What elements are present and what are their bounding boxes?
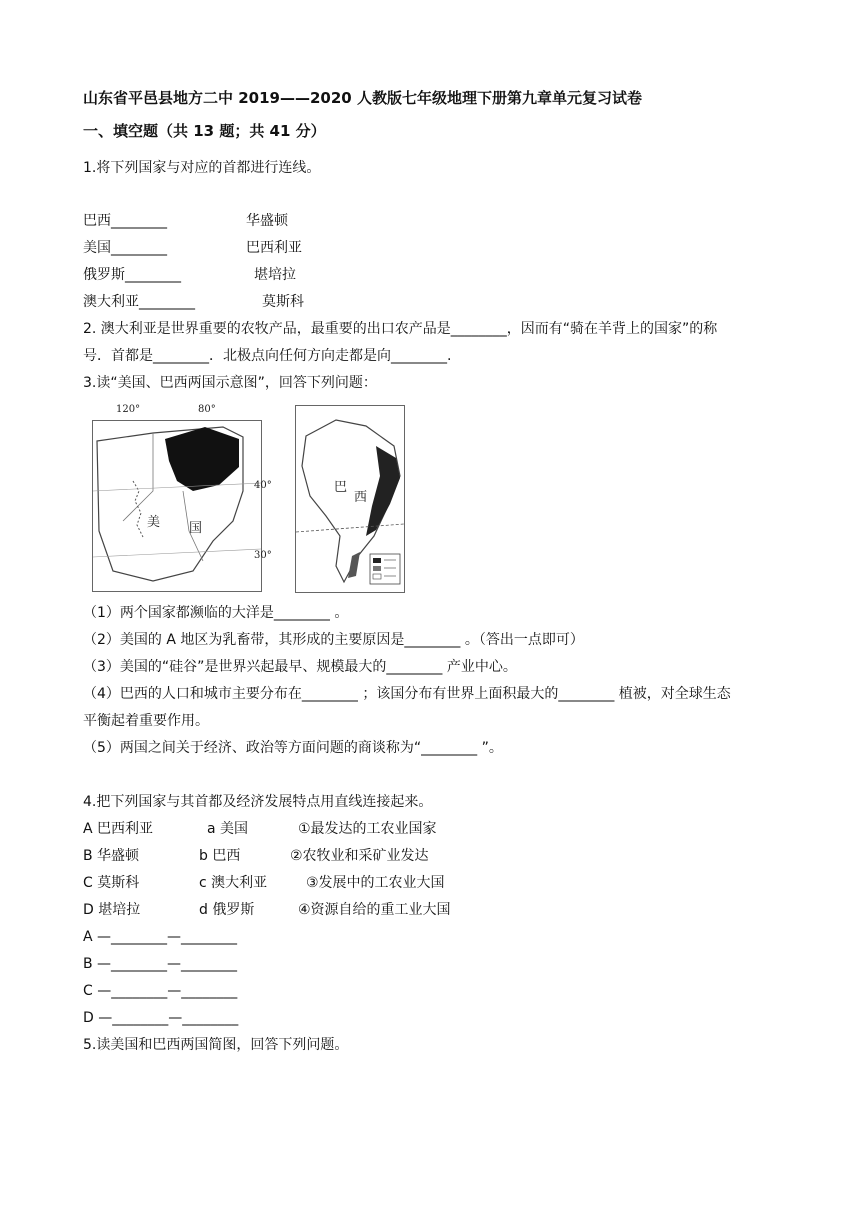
map-latitude-label: 30° (254, 550, 272, 561)
q1-stem: 1.将下列国家与对应的首都进行连线。 (83, 160, 321, 176)
q4-capital: B 华盛顿 (83, 848, 140, 864)
q3-item: 平衡起着重要作用。 (83, 713, 209, 729)
q3-item: （4）巴西的人口和城市主要分布在________ ；该国分布有世界上面积最大的________ 植被，对全球生态 (83, 686, 731, 702)
q3-item: （3）美国的“硅谷”是世界兴起最早、规模最大的________ 产业中心。 (83, 659, 517, 675)
q4-feature: ③发展中的工农业大国 (306, 875, 445, 891)
q3-stem: 3.读“美国、巴西两国示意图”，回答下列问题： (83, 375, 377, 391)
q1-capital: 堪培拉 (254, 267, 296, 283)
q5-stem: 5.读美国和巴西两国简图，回答下列问题。 (83, 1037, 349, 1053)
q4-feature: ④资源自给的重工业大国 (298, 902, 451, 918)
q2-line1: 2. 澳大利亚是世界重要的农牧产品，最重要的出口农产品是________，因而有“骑在羊背上的国家”的称 (83, 321, 718, 337)
q4-stem: 4.把下列国家与其首都及经济发展特点用直线连接起来。 (83, 794, 433, 810)
q1-capital: 莫斯科 (262, 294, 304, 310)
q3-item: （2）美国的 A 地区为乳畜带，其形成的主要原因是________ 。（答出一点即可） (83, 632, 584, 648)
q4-country: b 巴西 (199, 848, 241, 864)
q4-country: c 澳大利亚 (199, 875, 268, 891)
q4-answer: D —________—________ (83, 1010, 239, 1026)
usa-map-figure (92, 420, 262, 592)
q4-capital: D 堪培拉 (83, 902, 141, 918)
usa-map-label: 国 (189, 521, 203, 536)
usa-map-drawing (93, 421, 261, 591)
map-latitude-label: 40° (254, 480, 272, 491)
brazil-map-label: 西 (354, 490, 368, 505)
q4-country: d 俄罗斯 (199, 902, 255, 918)
q1-country: 俄罗斯________ (83, 267, 181, 283)
usa-map-label: 美 (147, 515, 161, 530)
brazil-map-drawing (296, 406, 404, 592)
brazil-map-figure (295, 405, 405, 593)
brazil-map-label: 巴 (334, 480, 348, 495)
q4-capital: A 巴西利亚 (83, 821, 154, 837)
q1-capital: 华盛顿 (246, 213, 288, 229)
q1-country: 美国________ (83, 240, 167, 256)
exam-title: 山东省平邑县地方二中 2019——2020 人教版七年级地理下册第九章单元复习试卷 (83, 89, 642, 107)
map-longitude-label: 80° (198, 404, 216, 415)
q1-country: 巴西________ (83, 213, 167, 229)
q3-item: （5）两国之间关于经济、政治等方面问题的商谈称为“________ ”。 (83, 740, 503, 756)
q4-feature: ①最发达的工农业国家 (298, 821, 437, 837)
q4-capital: C 莫斯科 (83, 875, 140, 891)
section-heading: 一、填空题（共 13 题；共 41 分） (83, 122, 326, 140)
q1-capital: 巴西利亚 (246, 240, 302, 256)
q4-answer: C —________—________ (83, 983, 238, 999)
q4-feature: ②农牧业和采矿业发达 (290, 848, 429, 864)
map-longitude-label: 120° (116, 404, 141, 415)
q3-item: （1）两个国家都濒临的大洋是________ 。 (83, 605, 349, 621)
q4-answer: A —________—________ (83, 929, 238, 945)
q4-answer: B —________—________ (83, 956, 238, 972)
q4-country: a 美国 (207, 821, 249, 837)
q1-country: 澳大利亚________ (83, 294, 195, 310)
q2-line2: 号．首都是________．北极点向任何方向走都是向________. (83, 348, 452, 364)
